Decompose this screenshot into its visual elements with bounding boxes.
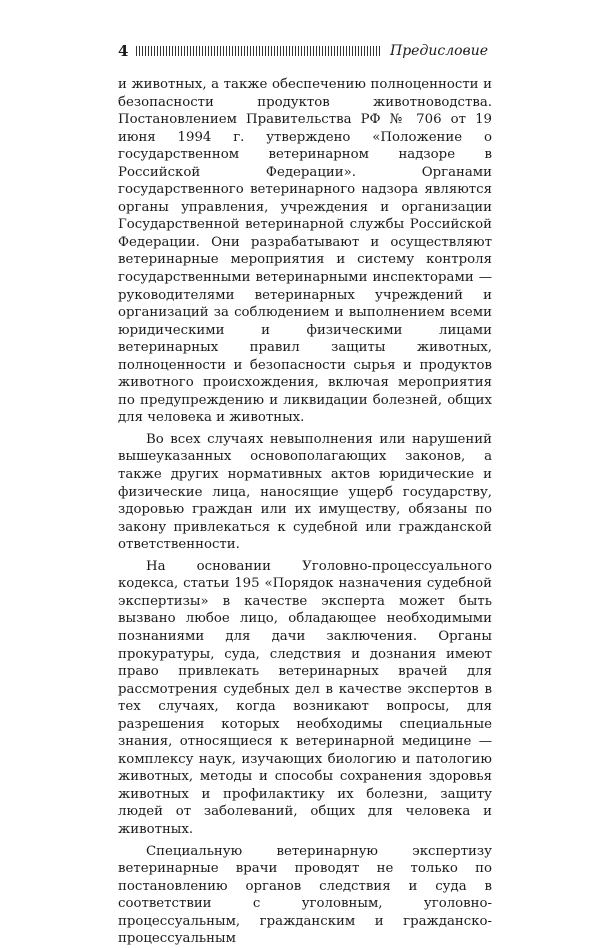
paragraph: На основании Уголовно-процессуального кодекса, статьи 195 «Порядок назначения судебной экспертизы» в качестве эксперта может быть вызвано любое лицо, обладающее необходимыми познаниями для дачи заключения. Органы прокуратуры, суда, следствия и дознания имеют право привлекать ветеринарных врачей для рассмотрения судебных дел в качестве экспертов в тех случаях, когда возникают вопросы, для разрешения которых необходимы специальные знания, относящиеся к ветеринарной медицине — комплексу наук, изучающих биологию и патологию животных, методы и способы сохранения здоровья животных и профилактику их болезни, защиту людей от заболеваний, общих для человека и животных.	[118, 558, 492, 837]
page-header	[118, 40, 488, 62]
header-rule	[136, 46, 380, 56]
paragraph: и животных, а также обеспечению полноценности и безопасности продуктов животноводства. Постановлением Правительства РФ № 706 от 19 июня 1994 г. утверждено «Положение о государственном ветеринарном надзоре в Российской Федерации». Органами государственного ветеринарного надзора являются органы управления, учреждения и организации Государственной ветеринарной службы Российской Федерации. Они разрабатывают и осуществляют ветеринарные мероприятия и систему контроля государственными ветеринарными инспекторами — руководителями ветеринарных учреждений и организаций за соблюдением и выполнением всеми юридическими и физическими лицами ветеринарных правил защиты животных, полноценности и безопасности сырья и продуктов животного происхождения, включая мероприятия по предупреждению и ликвидации болезней, общих для человека и животных.	[118, 77, 492, 426]
paragraph: Во всех случаях невыполнения или нарушений вышеуказанных основополагающих законов, а также других нормативных актов юридические и физические лица, наносящие ущерб государству, здоровью граждан или их имуществу, обязаны по закону привлекаться к судебной или гражданской ответственности.	[118, 431, 492, 553]
page-number: 4	[118, 42, 129, 60]
paragraph: Специальную ветеринарную экспертизу ветеринарные врачи проводят не только по постановлению органов следствия и суда в соответствии с уголовным, уголовно-процессуальным, гражданским и гражданско-процессуальным	[118, 843, 492, 947]
running-title: Предисловие	[390, 43, 488, 59]
body-text	[118, 76, 492, 948]
